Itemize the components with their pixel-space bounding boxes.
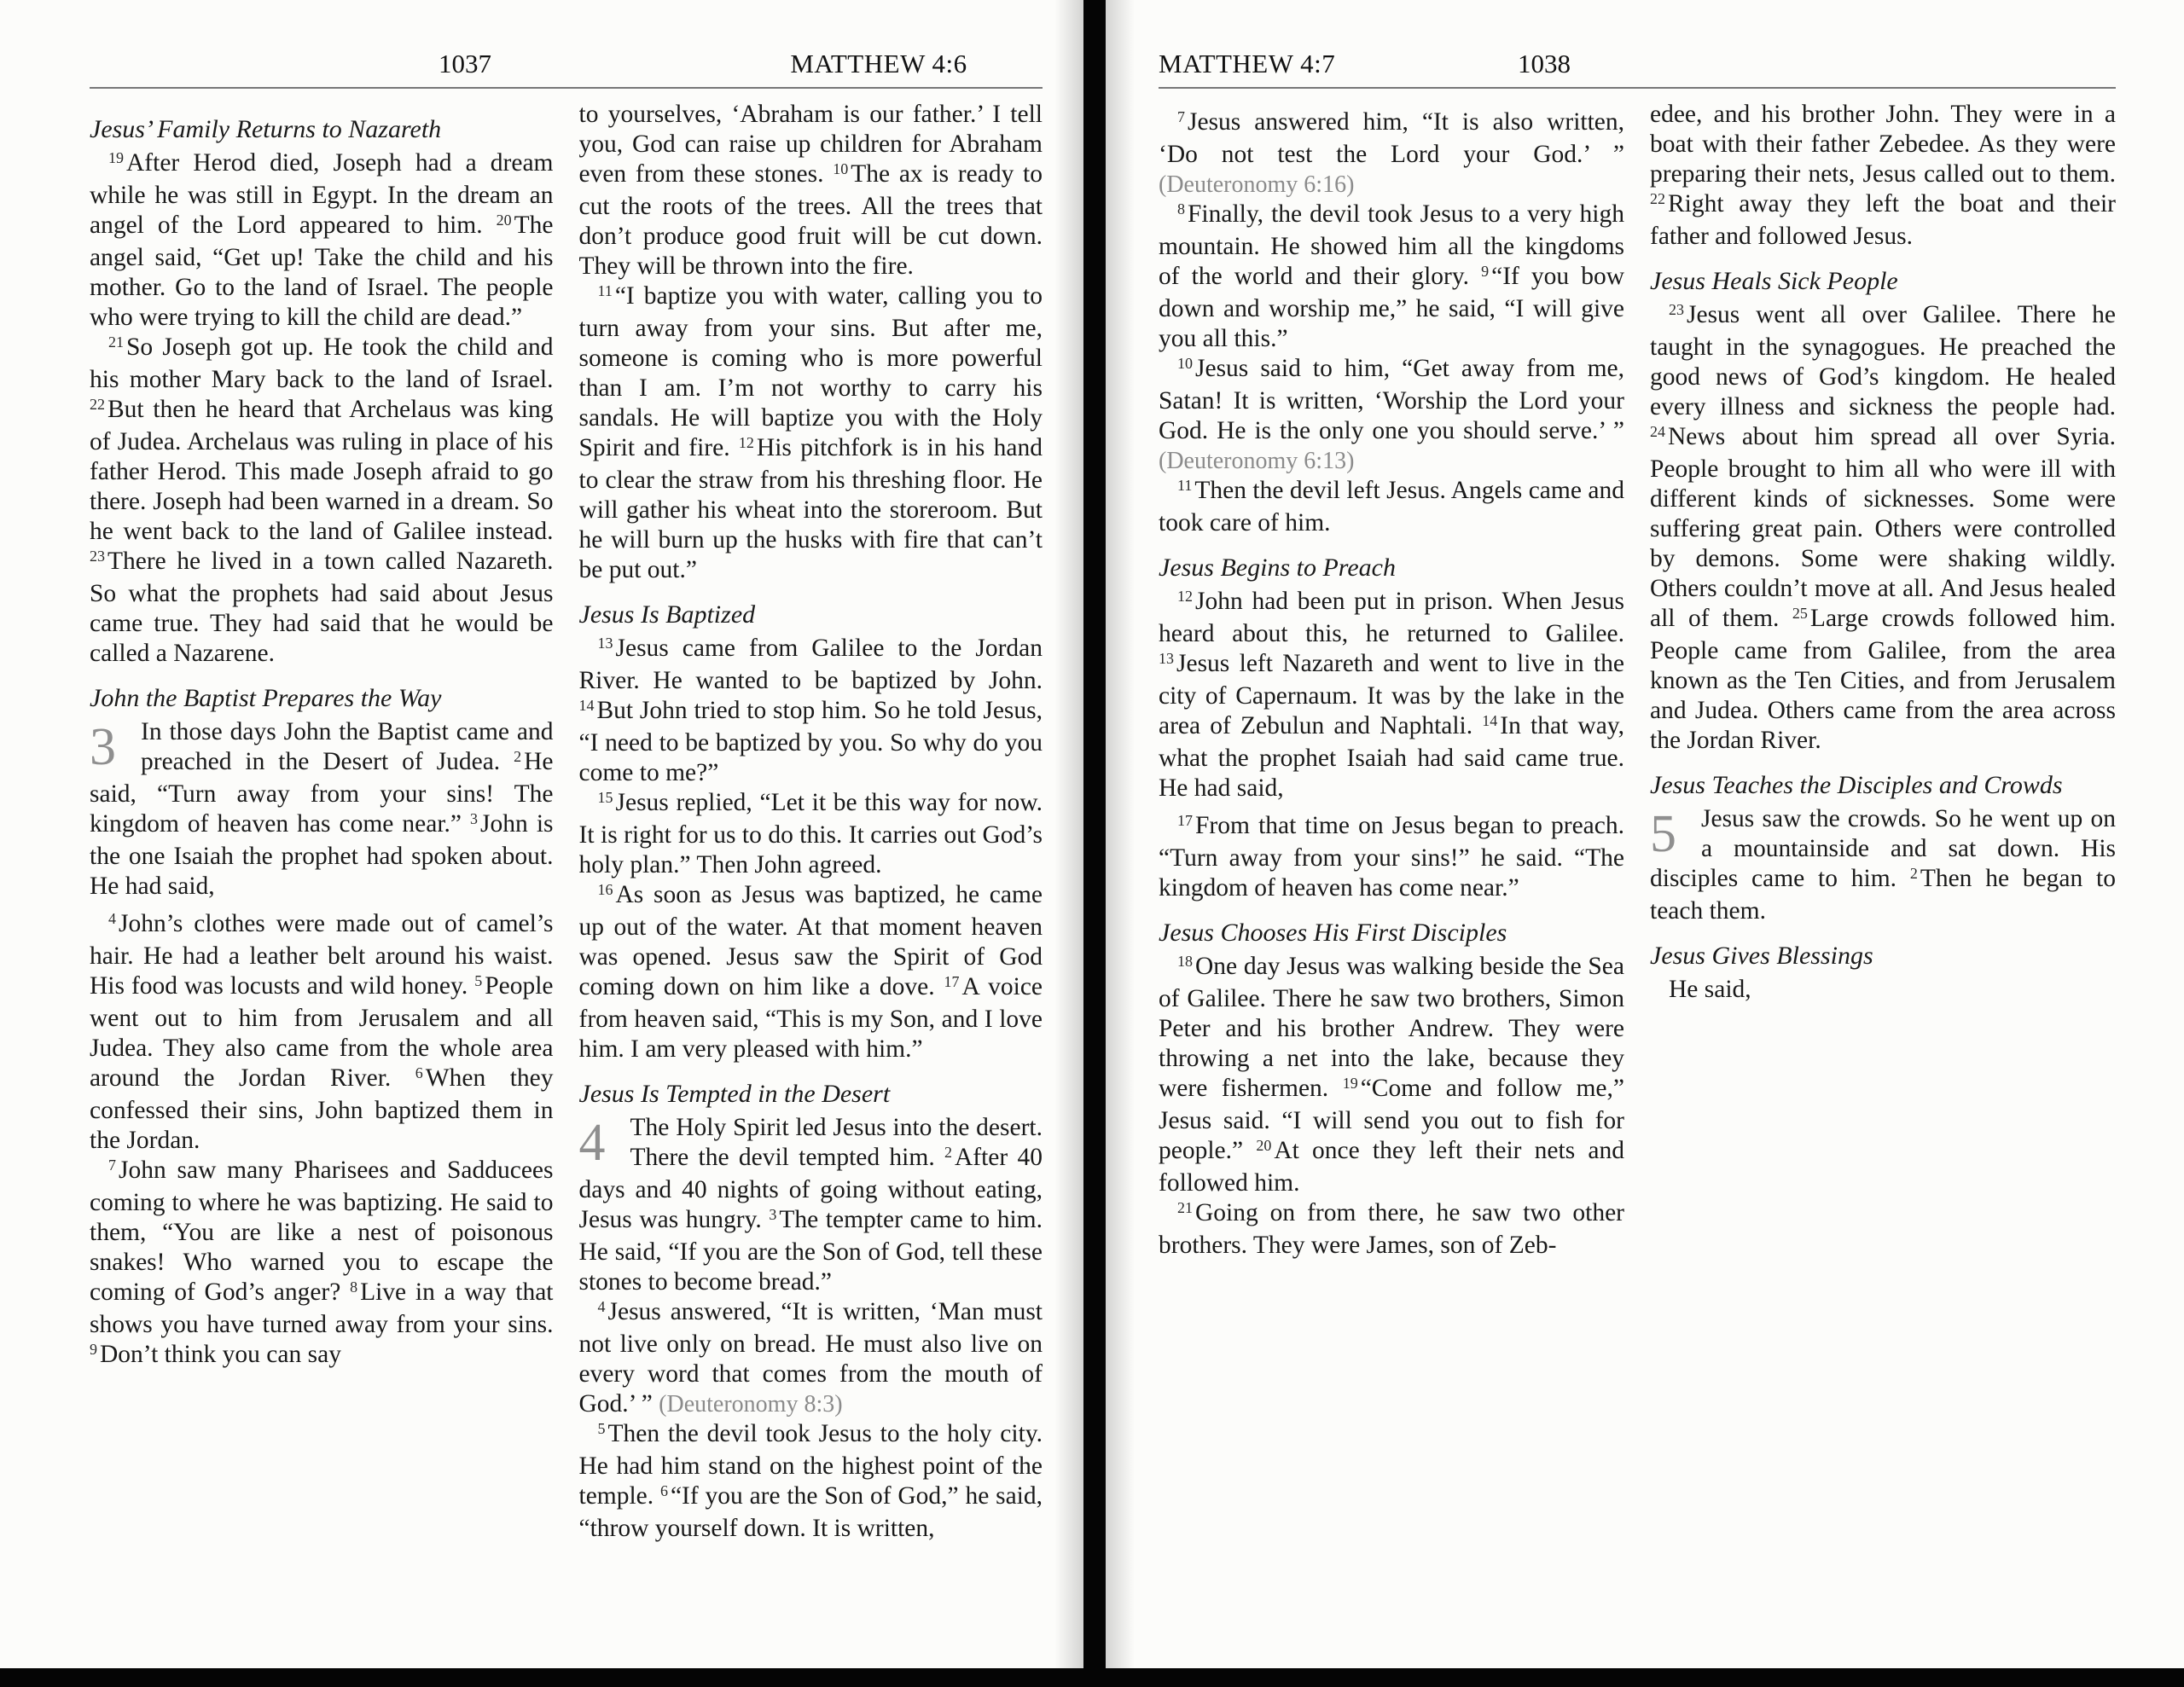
verse-text: “I baptize you with water, calling you to turn away from your sins. But after me, someone is coming who is more powerful than I am. I’m not worthy to carry his sandals. He will baptize you with the Holy Spirit and fire.	[578, 282, 1043, 461]
section-heading: Jesus Teaches the Disciples and Crowds	[1650, 771, 2063, 799]
verse-number: 18	[1177, 953, 1193, 970]
verse-text: News about him spread all over Syria. People brought to him all who were ill with different kinds of sicknesses. Some were suffering great pain. Others were controlled by demons. Some were shaking wildly. Others couldn’t move at all. And Jesus healed all of them.	[1650, 423, 2116, 632]
verse-text: John saw many Pharisees and Sadducees coming to where he was baptizing. He said to them, “You are like a nest of poisonous snakes! Who warned you to escape the coming of God’s anger?	[90, 1157, 554, 1306]
chapter-number: 4	[578, 1114, 606, 1172]
verse-text: At once they left their nets and followed him.	[1159, 1137, 1624, 1197]
verse-number: 23	[90, 548, 105, 565]
verse-text: John is the one Isaiah the prophet had spoken about. He had said,	[90, 810, 554, 900]
verse-number: 13	[597, 635, 613, 652]
verse-text: Jesus answered him, “It is also written, ‘Do not test the Lord your God.’ ”	[1159, 108, 1624, 168]
verse-text: Jesus answered, “It is written, ‘Man must not live only on bread. He must also live on every word that comes from the mouth of God.’ ”	[578, 1298, 1043, 1417]
verse-number: 10	[1177, 355, 1193, 372]
verse-text: Finally, the devil took Jesus to a very high mountain. He showed him all the kingdoms of the world and their glory.	[1159, 200, 1624, 290]
verse-text: When they confessed their sins, John baptized them in the Jordan.	[90, 1064, 554, 1154]
verse-number: 19	[108, 149, 124, 166]
verse-text: Jesus saw the crowds. So he went up on a mountainside and sat down. His disciples came to him.	[1650, 805, 2116, 892]
verse-number: 4	[108, 910, 116, 927]
scripture-reference: (Deuteronomy 6:13)	[1159, 448, 1355, 474]
verse-text: The ax is ready to cut the roots of the trees. All the trees that don’t produce good fruit will be cut down. They will be thrown into the fire.	[578, 160, 1043, 280]
verse-number: 3	[769, 1206, 777, 1223]
paragraph	[90, 717, 554, 901]
verse-text: Right away they left the boat and their father and followed Jesus.	[1650, 190, 2116, 250]
verse-number: 2	[514, 748, 522, 765]
verse-text: Then he began to teach them.	[1650, 865, 2116, 925]
page-number: 1038	[1518, 49, 1571, 78]
page-right	[1106, 0, 2184, 1668]
section-heading: Jesus Begins to Preach	[1159, 554, 1396, 582]
verse-number: 22	[90, 396, 105, 413]
verse-text: Jesus replied, “Let it be this way for now. It is right for us to do this. It carries out God’s holy plan.” Then John agreed.	[578, 789, 1043, 878]
chapter-number: 3	[90, 718, 116, 776]
paragraph	[579, 1297, 1043, 1419]
verse-text: After Herod died, Joseph had a dream while he was still in Egypt. In the dream an angel of the Lord appeared to him.	[90, 149, 554, 239]
verse-number: 15	[597, 789, 613, 806]
text-column	[1159, 100, 1624, 1662]
verse-text: edee, and his brother John. They were in a boat with their father Zebedee. As they were preparing their nets, Jesus called out to them.	[1650, 101, 2116, 188]
verse-text: In those days John the Baptist came and preached in the Desert of Judea.	[141, 718, 554, 775]
verse-text: He said,	[1669, 976, 1751, 1003]
verse-text: Then the devil left Jesus. Angels came and took care of him.	[1159, 477, 1624, 536]
paragraph	[90, 333, 554, 669]
verse-number: 21	[1177, 1199, 1193, 1216]
paragraph	[1650, 804, 2116, 926]
section-heading: Jesus’ Family Returns to Nazareth	[90, 115, 442, 143]
page-header	[90, 0, 1043, 89]
verse-number: 22	[1650, 190, 1665, 207]
verse-text: There he lived in a town called Nazareth. So what the prophets had said about Jesus came true. They had said that he would be called a Nazarene.	[90, 548, 554, 667]
page-left	[0, 0, 1083, 1668]
paragraph	[1159, 200, 1624, 354]
text-column	[90, 100, 554, 1662]
verse-number: 11	[597, 282, 613, 299]
verse-text: to yourselves, ‘Abraham is our father.’ I tell you, God can raise up children for Abraham even from these stones.	[578, 101, 1043, 188]
verse-text: In that way, what the prophet Isaiah had said came true. He had said,	[1159, 712, 1624, 802]
paragraph	[90, 148, 554, 333]
paragraph	[90, 1156, 554, 1372]
page-header	[1159, 0, 2116, 89]
verse-text: Jesus went all over Galilee. There he taught in the synagogues. He preached the good news of God’s kingdom. He healed every illness and sickness the people had.	[1650, 301, 2116, 420]
running-head: MATTHEW 4:7	[1159, 49, 1336, 78]
scripture-reference: (Deuteronomy 6:16)	[1159, 171, 1355, 198]
scripture-reference: (Deuteronomy 8:3)	[659, 1391, 843, 1417]
paragraph	[1159, 952, 1624, 1198]
verse-number: 12	[1177, 588, 1193, 605]
verse-number: 4	[597, 1298, 606, 1315]
section-heading: Jesus Gives Blessings	[1650, 942, 1873, 970]
verse-text: He said, “Turn away from your sins! The kingdom of heaven has come near.”	[90, 748, 554, 838]
text-column	[1650, 100, 2116, 1662]
paragraph	[579, 100, 1043, 281]
verse-text: So Joseph got up. He took the child and his mother Mary back to the land of Israel.	[90, 333, 554, 393]
verse-number: 23	[1669, 301, 1684, 318]
verse-number: 16	[597, 881, 613, 898]
verse-number: 19	[1342, 1075, 1358, 1092]
verse-number: 5	[597, 1420, 606, 1437]
verse-text: One day Jesus was walking beside the Sea of Galilee. There he saw two brothers, Simon Peter and his brother Andrew. They were throwing a net into the lake, because they were fishermen.	[1159, 953, 1624, 1102]
text-column	[579, 100, 1043, 1662]
paragraph	[90, 909, 554, 1156]
verse-number: 8	[1177, 200, 1185, 217]
verse-text: Jesus came from Galilee to the Jordan River. He wanted to be baptized by John.	[578, 635, 1043, 694]
paragraph	[1159, 476, 1624, 538]
verse-number: 13	[1159, 650, 1174, 667]
verse-text: A voice from heaven said, “This is my Son, and I love him. I am very pleased with him.”	[578, 973, 1043, 1063]
verse-number: 9	[1481, 263, 1490, 280]
verse-number: 5	[474, 972, 483, 989]
section-heading: Jesus Chooses His First Disciples	[1159, 919, 1507, 947]
verse-text: John’s clothes were made out of camel’s hair. He had a leather belt around his waist. His food was locusts and wild honey.	[90, 910, 554, 1000]
paragraph	[1650, 975, 2116, 1005]
section-heading: Jesus Is Baptized	[578, 600, 756, 629]
verse-text: “If you bow down and worship me,” he said, “I will give you all this.”	[1159, 263, 1624, 352]
paragraph	[579, 1113, 1043, 1297]
verse-number: 25	[1792, 605, 1808, 622]
verse-text: Jesus said to him, “Get away from me, Satan! It is written, ‘Worship the Lord your God. He is the only one you should serve.’ ”	[1159, 355, 1624, 444]
page-number: 1037	[439, 49, 491, 78]
verse-number: 20	[1256, 1137, 1272, 1154]
verse-text: People went out to him from Jerusalem and all Judea. They also came from the whole area around the Jordan River.	[90, 972, 554, 1092]
paragraph	[579, 634, 1043, 788]
verse-text: From that time on Jesus began to preach. “Turn away from your sins!” he said. “The kingdom of heaven has come near.”	[1159, 812, 1624, 901]
text-columns	[1159, 100, 2116, 1662]
verse-number: 2	[1909, 865, 1918, 882]
verse-number: 2	[944, 1144, 952, 1161]
verse-number: 17	[1177, 812, 1193, 829]
paragraph	[579, 1419, 1043, 1544]
chapter-number: 5	[1650, 805, 1676, 863]
verse-number: 9	[90, 1341, 97, 1358]
verse-number: 12	[738, 434, 754, 451]
verse-number: 11	[1177, 477, 1193, 494]
verse-text: Large crowds followed him. People came from Galilee, from the area known as the Ten Cities, and from Jerusalem and Judea. Others came from the area across the Jordan River.	[1650, 605, 2116, 754]
verse-text: But John tried to stop him. So he told Jesus, “I need to be baptized by you. So why do you come to me?”	[578, 697, 1043, 786]
paragraph	[1159, 811, 1624, 903]
paragraph	[1159, 587, 1624, 803]
verse-text: Jesus left Nazareth and went to live in the city of Capernaum. It was by the lake in the area of Zebulun and Naphtali.	[1159, 650, 1624, 739]
verse-number: 7	[108, 1157, 116, 1174]
paragraph	[579, 880, 1043, 1064]
verse-text: The Holy Spirit led Jesus into the desert. There the devil tempted him.	[630, 1114, 1043, 1171]
verse-number: 20	[496, 212, 512, 229]
verse-text: Don’t think you can say	[100, 1341, 341, 1368]
paragraph	[1159, 107, 1624, 200]
verse-text: “If you are the Son of God,” he said, “throw yourself down. It is written,	[578, 1482, 1043, 1542]
text-columns	[90, 100, 1043, 1662]
verse-number: 14	[1482, 712, 1498, 729]
book-bottom-edge	[0, 1668, 2184, 1687]
section-heading: John the Baptist Prepares the Way	[90, 684, 442, 712]
paragraph	[579, 281, 1043, 585]
verse-text: His pitchfork is in his hand to clear the straw from his threshing floor. He will gather his wheat into the storeroom. But he will burn up the husks with fire that can’t be put out.”	[578, 434, 1043, 583]
verse-text: John had been put in prison. When Jesus heard about this, he returned to Galilee.	[1159, 588, 1624, 647]
section-heading: Jesus Heals Sick People	[1650, 267, 1898, 295]
running-head: MATTHEW 4:6	[790, 49, 967, 78]
verse-text: Live in a way that shows you have turned away from your sins.	[90, 1278, 554, 1338]
verse-number: 3	[470, 810, 479, 827]
verse-text: The tempter came to him. He said, “If you are the Son of God, tell these stones to become bread.”	[578, 1206, 1043, 1296]
verse-text: After 40 days and 40 nights of going without eating, Jesus was hungry.	[578, 1144, 1043, 1233]
paragraph	[579, 788, 1043, 880]
paragraph	[1159, 1198, 1624, 1261]
paragraph	[1650, 300, 2116, 756]
verse-text: Then the devil took Jesus to the holy city. He had him stand on the highest point of the temple.	[578, 1420, 1043, 1510]
verse-number: 17	[944, 973, 960, 990]
book-gutter	[1083, 0, 1106, 1668]
verse-text: Going on from there, he saw two other brothers. They were James, son of Zeb-	[1159, 1199, 1624, 1259]
paragraph	[1159, 354, 1624, 476]
paragraph	[1650, 100, 2116, 252]
verse-number: 14	[578, 697, 595, 714]
verse-number: 6	[659, 1482, 668, 1499]
verse-text: The angel said, “Get up! Take the child and his mother. Go to the land of Israel. The people who were trying to kill the child are dead.”	[90, 212, 554, 331]
verse-text: As soon as Jesus was baptized, he came up out of the water. At that moment heaven was opened. Jesus saw the Spirit of God coming down on him like a dove.	[578, 881, 1043, 1000]
verse-number: 10	[833, 160, 849, 177]
verse-number: 21	[108, 333, 124, 351]
section-heading: Jesus Is Tempted in the Desert	[578, 1080, 891, 1108]
verse-number: 24	[1650, 423, 1665, 440]
verse-number: 7	[1177, 108, 1185, 125]
verse-number: 8	[350, 1278, 358, 1296]
verse-number: 6	[415, 1064, 423, 1081]
verse-text: But then he heard that Archelaus was king of Judea. Archelaus was ruling in place of his father Herod. This made Joseph afraid to go there. Joseph had been warned in a dream. So he went back to the land of Galilee instead.	[90, 396, 554, 545]
verse-text: “Come and follow me,” Jesus said. “I will send you out to fish for people.”	[1159, 1075, 1624, 1164]
